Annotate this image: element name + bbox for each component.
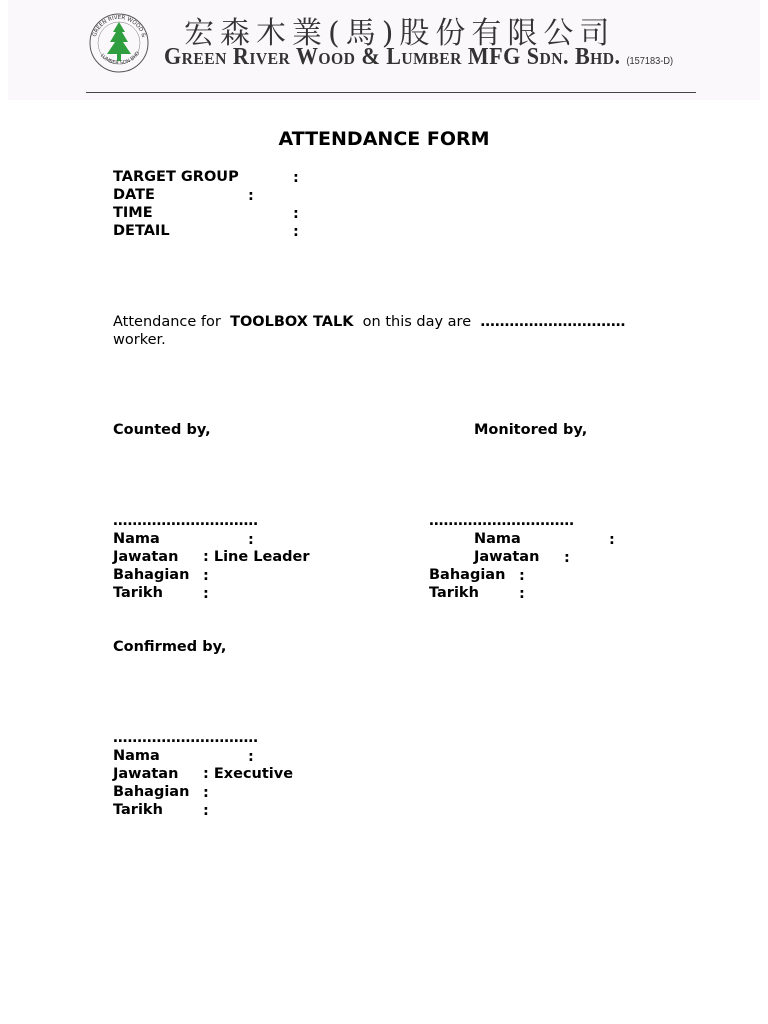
confirmed-bahagian-sep: : (203, 785, 209, 801)
confirmed-nama-sep: : (248, 749, 254, 765)
attendance-statement (113, 313, 625, 331)
statement-event: TOOLBOX TALK (230, 314, 354, 330)
field-target-group-sep: : (293, 170, 299, 186)
counted-tarikh-sep: : (203, 586, 209, 602)
counted-jawatan-value: : Line Leader (203, 549, 310, 565)
field-date-label: DATE (113, 187, 155, 203)
statement-prefix: Attendance for (113, 314, 221, 330)
confirmed-bahagian-label: Bahagian (113, 784, 190, 800)
counted-jawatan-label: Jawatan (113, 549, 179, 565)
confirmed-jawatan-label: Jawatan (113, 766, 179, 782)
field-time-sep: : (293, 206, 299, 222)
counted-tarikh-label: Tarikh (113, 585, 163, 601)
form-title: ATTENDANCE FORM (278, 128, 490, 150)
field-target-group-label: TARGET GROUP (113, 169, 239, 185)
confirmed-by-heading: Confirmed by, (113, 639, 227, 655)
confirmed-nama-label: Nama (113, 748, 160, 764)
svg-text:GREEN RIVER WOOD &: GREEN RIVER WOOD & (91, 14, 147, 39)
company-name-chinese: 宏森木業(馬)股份有限公司 (184, 16, 616, 51)
counted-bahagian-sep: : (203, 568, 209, 584)
field-date-sep: : (248, 188, 254, 204)
monitored-jawatan-label: Jawatan (474, 549, 540, 565)
monitored-nama-label: Nama (474, 531, 521, 547)
monitored-bahagian-label: Bahagian (429, 567, 506, 583)
monitored-nama-sep: : (609, 532, 615, 548)
field-detail-label: DETAIL (113, 223, 170, 239)
confirmed-signature-line: ………………………… (113, 730, 258, 746)
statement-dots: ………………………… (480, 314, 626, 330)
field-time-label: TIME (113, 205, 153, 221)
monitored-signature-line: ………………………… (429, 513, 574, 529)
confirmed-tarikh-sep: : (203, 803, 209, 819)
counted-bahagian-label: Bahagian (113, 567, 190, 583)
field-detail-sep: : (293, 224, 299, 240)
counted-nama-label: Nama (113, 531, 160, 547)
svg-text:LUMBER SDN BHD: LUMBER SDN BHD (98, 50, 142, 67)
confirmed-tarikh-label: Tarikh (113, 802, 163, 818)
monitored-tarikh-label: Tarikh (429, 585, 479, 601)
company-name-english-text: Green River Wood & Lumber MFG Sdn. Bhd. (164, 44, 621, 70)
confirmed-jawatan-value: : Executive (203, 766, 294, 782)
company-logo (88, 12, 150, 74)
header-divider (86, 92, 696, 93)
statement-suffix: worker. (113, 332, 166, 348)
letterhead (8, 0, 760, 100)
monitored-bahagian-sep: : (519, 568, 525, 584)
statement-middle: on this day are (362, 314, 472, 330)
counted-by-heading: Counted by, (113, 422, 211, 438)
counted-signature-line: ………………………… (113, 513, 258, 529)
counted-nama-sep: : (248, 532, 254, 548)
monitored-tarikh-sep: : (519, 586, 525, 602)
monitored-jawatan-sep: : (564, 550, 570, 566)
registration-number: (157183-D) (626, 56, 674, 67)
company-name-english (164, 44, 673, 71)
monitored-by-heading: Monitored by, (474, 422, 588, 438)
